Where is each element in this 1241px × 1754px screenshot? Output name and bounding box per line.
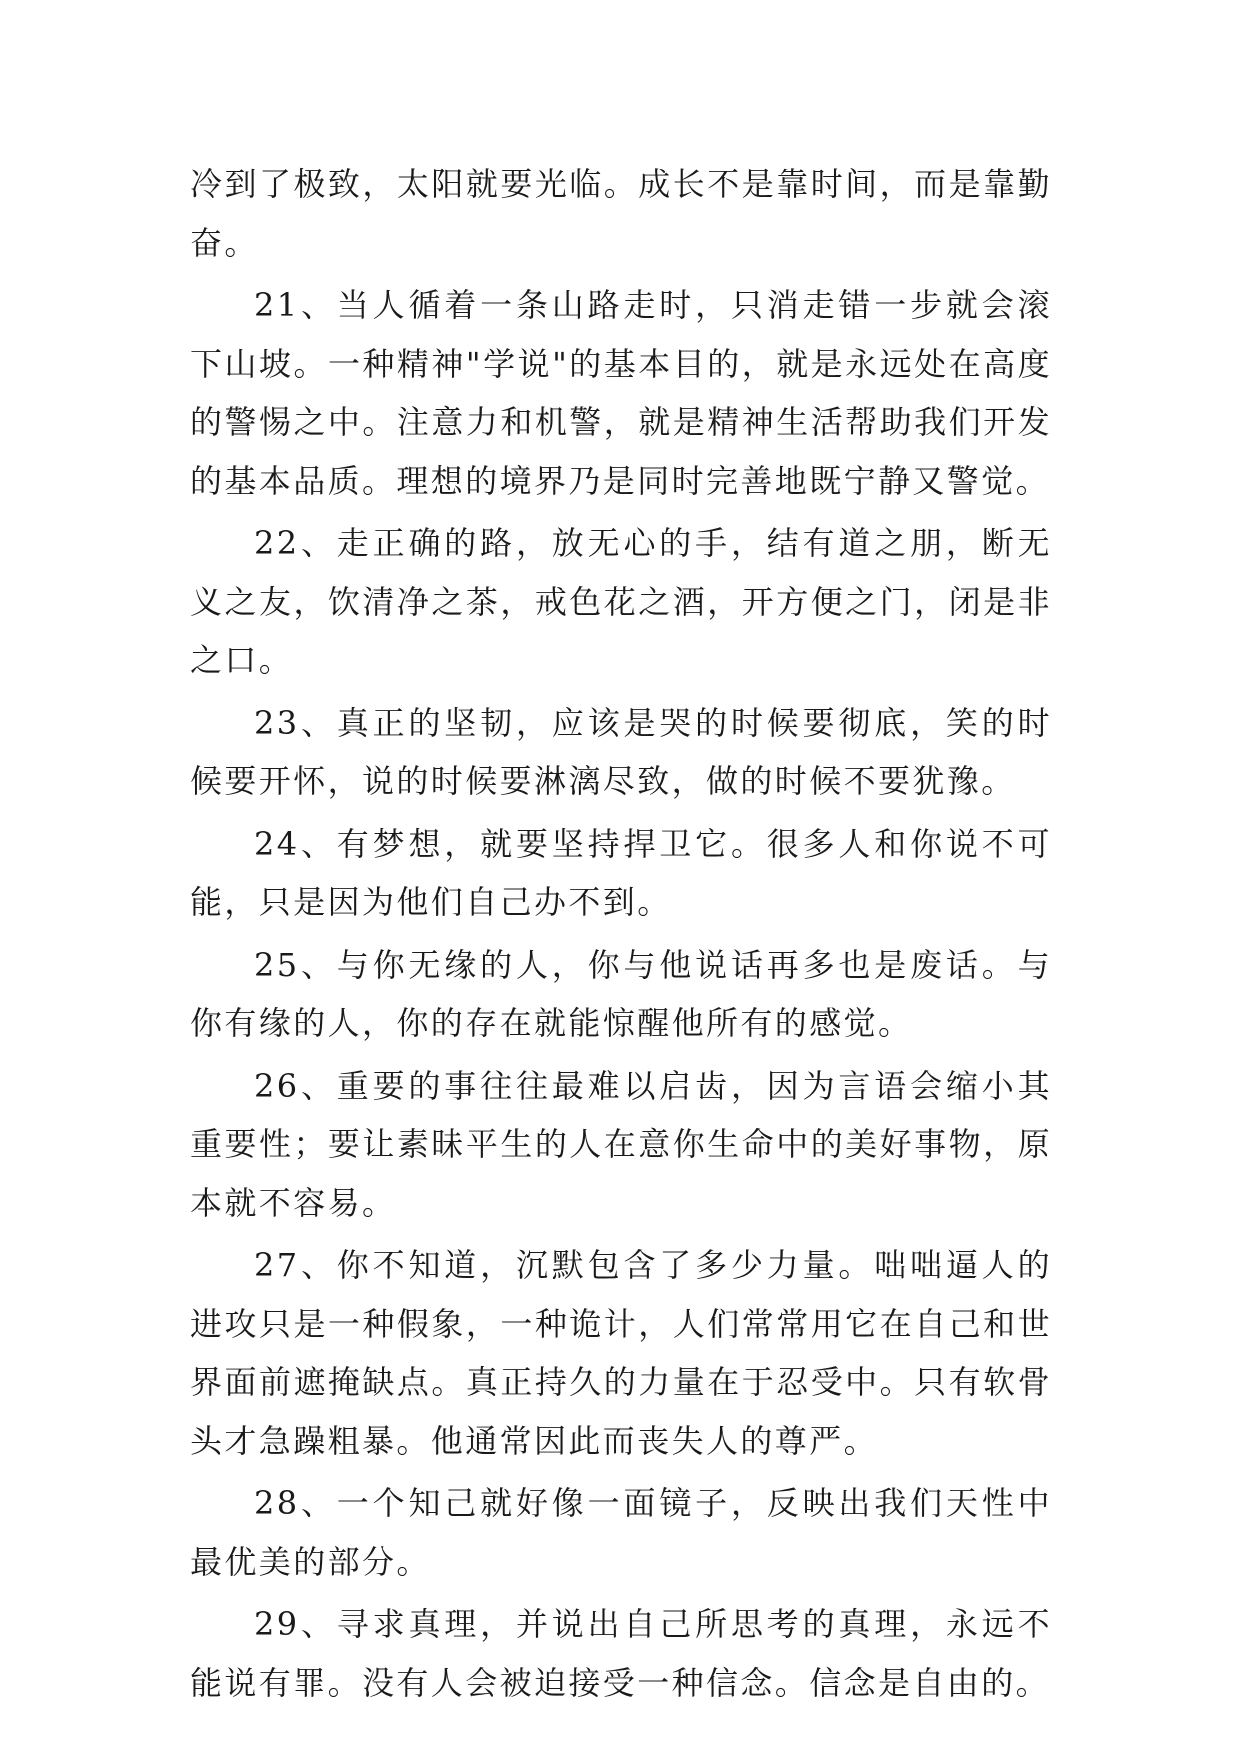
document-body bbox=[190, 155, 1052, 1716]
paragraph-29: 29、寻求真理，并说出自己所思考的真理，永远不能说有罪。没有人会被迫接受一种信念。信念是自由的。 bbox=[190, 1605, 1052, 1702]
paragraph-24: 24、有梦想，就要坚持捍卫它。很多人和你说不可能，只是因为他们自己办不到。 bbox=[190, 824, 1052, 921]
paragraph-27: 27、你不知道，沉默包含了多少力量。咄咄逼人的进攻只是一种假象，一种诡计，人们常常用它在自己和世界面前遮掩缺点。真正持久的力量在于忍受中。只有软骨头才急躁粗暴。他通常因此而丧失人的尊严。 bbox=[190, 1246, 1052, 1460]
paragraph-21: 21、当人循着一条山路走时，只消走错一步就会滚下山坡。一种精神"学说"的基本目的，就是永远处在高度的警惕之中。注意力和机警，就是精神生活帮助我们开发的基本品质。理想的境界乃是同时完善地既宁静又警觉。 bbox=[190, 286, 1052, 500]
paragraph-28: 28、一个知己就好像一面镜子，反映出我们天性中最优美的部分。 bbox=[190, 1484, 1052, 1581]
paragraph-23: 23、真正的坚韧，应该是哭的时候要彻底，笑的时候要开怀，说的时候要淋漓尽致，做的时候不要犹豫。 bbox=[190, 703, 1052, 800]
paragraph-continuation: 冷到了极致，太阳就要光临。成长不是靠时间，而是靠勤奋。 bbox=[190, 165, 1052, 262]
paragraph-22: 22、走正确的路，放无心的手，结有道之朋，断无义之友，饮清净之茶，戒色花之酒，开方便之门，闭是非之口。 bbox=[190, 524, 1052, 679]
paragraph-26: 26、重要的事往往最难以启齿，因为言语会缩小其重要性；要让素昧平生的人在意你生命中的美好事物，原本就不容易。 bbox=[190, 1066, 1052, 1222]
paragraph-25: 25、与你无缘的人，你与他说话再多也是废话。与你有缘的人，你的存在就能惊醒他所有的感觉。 bbox=[190, 945, 1052, 1042]
